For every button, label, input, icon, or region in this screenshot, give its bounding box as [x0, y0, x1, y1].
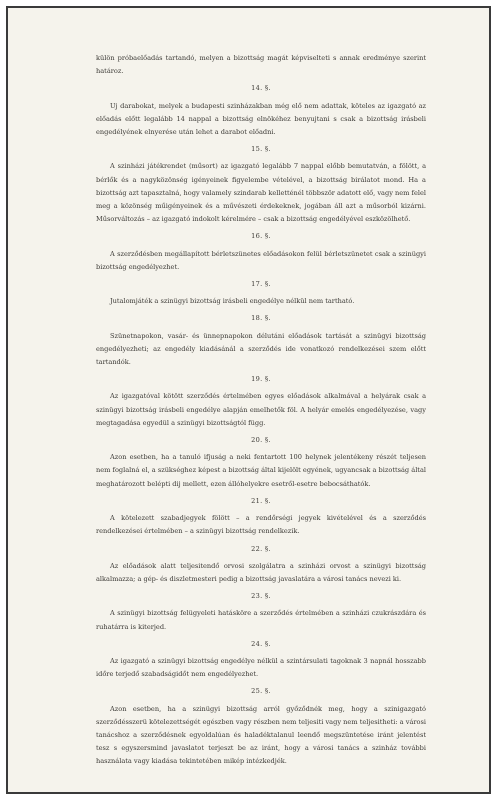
section-heading: 23. §.: [251, 592, 271, 601]
paragraph: A szinházi játékrendet (műsort) az igazgató legalább 7 nappal előbb bemutatván, a fölött, a bérlők és a nagyközönség igényeinek figyelembe vételével, a bizottság birálatot mond. Ha a bizottság azt tapasztalná, hogy valamely szindarab kelletténél többször adatott elő, vagy nem felel meg a közönség műigényeinek és a művészeti érdekeknek, jogában áll azt a műsorból kizárni. Műsorváltozás – az igazgató indokolt kérelmére – csak a bizottság engedélyével eszközölhető.: [96, 162, 426, 224]
section-heading: 18. §.: [251, 314, 271, 323]
paragraph: A kötelezett szabadjegyek fölött – a rendőrségi jegyek kivételével és a szerződés rendelkezései értelmében – a szinügyi bizottság rendelkezik.: [96, 514, 426, 536]
section-heading: 22. §.: [251, 544, 271, 553]
paragraph: Azon esetben, ha a szinügyi bizottság arról győződnék meg, hogy a szinigazgató szerződésszerü kötelezettségét egészben vagy részben nem teljesiti vagy nem teljesitheti: a városi tanácshoz a szerződésnek egyoldalúan és haladéktalanul leendő megszüntetése iránt jelentést tesz s egyszersmind javaslatot terjeszt be az iránt, hogy a városi tanács a szinház további használata vagy kiadása tekintetében mikép intézkedjék.: [96, 704, 426, 766]
document-page: [6, 6, 491, 794]
section-heading: 16. §.: [251, 232, 271, 241]
section-heading: 17. §.: [251, 280, 271, 289]
paragraph: A szerződésben megállapított bérletszünetes előadásokon felül bérletszünetet csak a szinügyi bizottság engedélyezhet.: [96, 249, 426, 271]
paragraph: Az igazgató a szinügyi bizottság engedélye nélkül a szintársulati tagoknak 3 napnál hosszabb időre terjedő szabadságidőt nem engedélyezhet.: [96, 656, 426, 679]
paragraph: Az igazgatóval kötött szerződés értelmében egyes előadások alkalmával a helyárak csak a szinügyi bizottság irásbeli engedélye alapján emelhetők föl. A helyár emelés engedélyezése, vagy megtagadása egyedül a szinügyi bizottságtól függ.: [96, 392, 426, 427]
regulation-text: [96, 52, 426, 769]
paragraph: Azon esetben, ha a tanuló ifjuság a neki fentartott 100 helynek jelentékeny részét teljesen nem foglalná el, a szükséghez képest a bizottság által kijelölt egyének, ugyancsak a bizottság által meghatározott belépti dij mellett, ezen állóhelyekre esetről-esetre bebocsáthatók.: [96, 453, 426, 488]
paragraph: Uj darabokat, melyek a budapesti szinházakban még elő nem adattak, köteles az igazgató az előadás előtt legalább 14 nappal a bizottság elnökéhez benyujtani s csak a bizottság irásbeli engedélyének elnyerése után lehet a darabot előadni.: [96, 101, 426, 137]
section-heading: 20. §.: [251, 436, 271, 445]
section-heading: 14. §.: [251, 84, 271, 93]
paragraph: Jutalomjáték a szinügyi bizottság irásbeli engedélye nélkül nem tartható.: [110, 297, 355, 306]
section-heading: 24. §.: [251, 639, 271, 648]
section-heading: 21. §.: [251, 496, 271, 505]
paragraph: A szinügyi bizottság felügyeleti hatásköre a szerződés értelmében a szinházi czukrászdára és ruhatárra is kiterjed.: [96, 609, 426, 631]
paragraph: Az előadások alatt teljesitendő orvosi szolgálatra a szinházi orvost a szinügyi bizottság alkalmazza; a gép- és diszletmesteri pedig a bizottság javaslatára a városi tanács nevezi ki.: [96, 561, 426, 583]
section-heading: 19. §.: [251, 375, 271, 384]
section-heading: 25. §.: [251, 687, 271, 696]
paragraph: Szünetnapokon, vasár- és ünnepnapokon délutáni előadások tartását a szinügyi bizottság engedélyezheti; az engedély kiadásánál a szerződés ide vonatkozó rendelkezései szem előtt tartandók.: [96, 331, 426, 367]
paragraph: külön próbaelőadás tartandó, melyen a bizottság magát képviselteti s annak eredménye szerint határoz.: [96, 54, 426, 76]
section-heading: 15. §.: [251, 145, 271, 154]
